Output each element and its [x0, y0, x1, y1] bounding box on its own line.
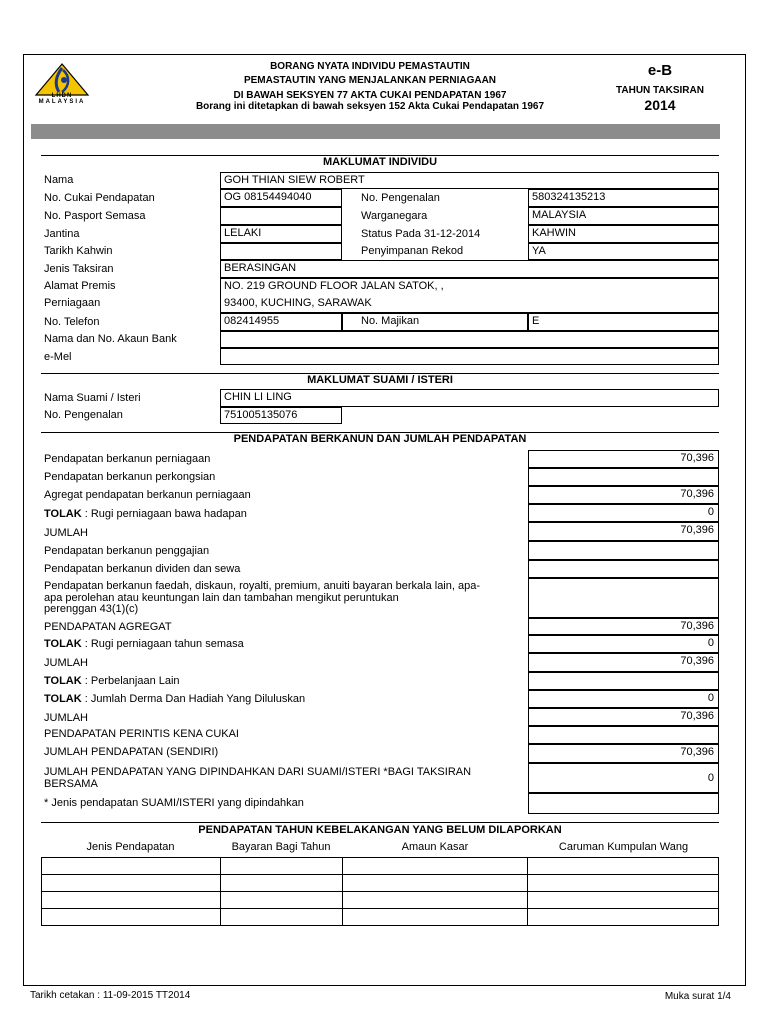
field-jenis-taksiran[interactable]: BERASINGAN [220, 260, 719, 278]
income-label-tolak [44, 675, 180, 688]
income-label: apa perolehan atau keuntungan lain dan tambahan mengikut peruntukan [44, 592, 399, 604]
label-status: Status Pada 31-12-2014 [361, 228, 481, 240]
form-code: e-B [647, 62, 673, 79]
table-cell[interactable] [342, 858, 528, 875]
label-penyimpanan-rekod: Penyimpanan Rekod [361, 245, 464, 257]
field-pengenalan-suami-isteri[interactable]: 751005135076 [220, 407, 342, 424]
tolak-label: TOLAK [44, 675, 82, 687]
table-cell[interactable] [528, 892, 719, 909]
income-label-tolak [44, 508, 247, 521]
income-value[interactable]: 70,396 [528, 653, 719, 672]
label-nama-suami-isteri: Nama Suami / Isteri [44, 392, 141, 404]
income-value[interactable] [528, 726, 719, 744]
label-akaun-bank: Nama dan No. Akaun Bank [44, 333, 177, 345]
column-header-bayaran: Bayaran Bagi Tahun [231, 841, 331, 853]
tolak-label: TOLAK [44, 638, 82, 650]
income-value[interactable]: 70,396 [528, 486, 719, 504]
income-label: JUMLAH PENDAPATAN YANG DIPINDAHKAN DARI SUAMI/ISTERI *BAGI TAKSIRAN [44, 766, 472, 778]
field-pasport[interactable] [220, 207, 342, 225]
income-label: JUMLAH PENDAPATAN (SENDIRI) [44, 746, 219, 758]
column-header-amaun: Amaun Kasar [401, 841, 469, 853]
field-jantina[interactable]: LELAKI [220, 225, 342, 243]
label-email: e-Mel [44, 351, 72, 363]
income-value[interactable]: 70,396 [528, 744, 719, 763]
label-jantina: Jantina [44, 228, 80, 240]
income-label: Pendapatan berkanun faedah, diskaun, royalti, premium, anuiti bayaran berkala lain, apa- [44, 580, 480, 592]
table-cell[interactable] [220, 909, 342, 926]
income-label: perenggan 43(1)(c) [44, 603, 139, 615]
table-cell[interactable] [42, 875, 221, 892]
income-label: BERSAMA [44, 778, 98, 790]
field-no-cukai[interactable]: OG 08154494040 [220, 189, 342, 207]
table-cell[interactable] [220, 892, 342, 909]
table-cell[interactable] [42, 909, 221, 926]
income-label: JUMLAH [44, 527, 89, 539]
section-title-income: PENDAPATAN BERKANUN DAN JUMLAH PENDAPATAN [233, 433, 527, 445]
table-cell[interactable] [220, 875, 342, 892]
year-label: TAHUN TAKSIRAN [616, 85, 704, 96]
income-value[interactable] [528, 793, 719, 814]
income-label: Pendapatan berkanun penggajian [44, 545, 210, 557]
label-warganegara: Warganegara [361, 210, 428, 222]
section-title-arrears: PENDAPATAN TAHUN KEBELAKANGAN YANG BELUM DILAPORKAN [198, 824, 562, 836]
income-value[interactable]: 70,396 [528, 522, 719, 541]
section-rule [41, 822, 719, 823]
income-value[interactable]: 0 [528, 504, 719, 522]
alamat-line-2: 93400, KUCHING, SARAWAK [224, 297, 372, 309]
income-label: JUMLAH [44, 657, 89, 669]
income-value[interactable]: 70,396 [528, 618, 719, 635]
income-label: * Jenis pendapatan SUAMI/ISTERI yang dipindahkan [44, 797, 304, 809]
field-penyimpanan-rekod[interactable]: YA [528, 243, 719, 260]
print-date: Tarikh cetakan : 11-09-2015 TT2014 [30, 990, 191, 1001]
income-value[interactable] [528, 578, 719, 618]
form-title-1: BORANG NYATA INDIVIDU PEMASTAUTIN [270, 61, 470, 72]
form-title-4: Borang ini ditetapkan di bawah seksyen 152 Akta Cukai Pendapatan 1967 [195, 101, 545, 112]
field-warganegara[interactable]: MALAYSIA [528, 207, 719, 225]
label-no-majikan: No. Majikan [342, 313, 528, 331]
income-label: Pendapatan berkanun perniagaan [44, 453, 211, 465]
lhdn-logo [32, 62, 92, 106]
field-alamat-premis[interactable] [220, 278, 719, 313]
income-label: Pendapatan berkanun dividen dan sewa [44, 563, 241, 575]
label-pengenalan-suami-isteri: No. Pengenalan [44, 409, 123, 421]
income-value[interactable] [528, 541, 719, 560]
income-label: Pendapatan berkanun perkongsian [44, 471, 216, 483]
income-label: PENDAPATAN AGREGAT [44, 621, 172, 633]
income-label: : Rugi perniagaan bawa hadapan [81, 508, 247, 520]
table-cell[interactable] [42, 892, 221, 909]
income-value[interactable]: 0 [528, 690, 719, 708]
table-cell[interactable] [528, 875, 719, 892]
table-row [42, 909, 719, 926]
lhdn-emblem-icon [32, 62, 92, 96]
label-nama: Nama [44, 174, 74, 186]
arrears-table [41, 857, 719, 926]
income-value[interactable]: 70,396 [528, 450, 719, 468]
income-value[interactable] [528, 672, 719, 690]
income-label: : Jumlah Derma Dan Hadiah Yang Diluluskan [81, 693, 306, 705]
field-nama-suami-isteri[interactable]: CHIN LI LING [220, 389, 719, 407]
field-nama[interactable]: GOH THIAN SIEW ROBERT [220, 172, 719, 189]
header-gray-bar [31, 124, 720, 139]
table-cell[interactable] [342, 909, 528, 926]
field-no-majikan[interactable]: E [528, 313, 719, 331]
logo-text-lhdn: LHDN [51, 93, 73, 99]
tolak-label: TOLAK [44, 693, 82, 705]
column-header-caruman: Caruman Kumpulan Wang [558, 841, 689, 853]
table-cell[interactable] [342, 892, 528, 909]
section-title-individual: MAKLUMAT INDIVIDU [322, 156, 438, 168]
income-label-tolak [44, 693, 305, 706]
label-tarikh-kahwin: Tarikh Kahwin [44, 245, 113, 257]
income-label-tolak [44, 638, 244, 651]
income-label: Agregat pendapatan berkanun perniagaan [44, 489, 251, 501]
table-row [42, 875, 719, 892]
income-value[interactable]: 0 [528, 635, 719, 653]
label-no-pengenalan: No. Pengenalan [361, 192, 440, 204]
label-no-cukai: No. Cukai Pendapatan [44, 192, 155, 204]
label-alamat-premis: Alamat Premis [44, 280, 116, 292]
alamat-line-1: NO. 219 GROUND FLOOR JALAN SATOK, , [224, 280, 444, 292]
income-label: : Rugi perniagaan tahun semasa [81, 638, 244, 650]
field-no-pengenalan[interactable]: 580324135213 [528, 189, 719, 207]
table-row [42, 892, 719, 909]
table-cell[interactable] [528, 858, 719, 875]
table-row [42, 858, 719, 875]
table-cell[interactable] [220, 858, 342, 875]
column-header-jenis: Jenis Pendapatan [86, 841, 175, 853]
income-value[interactable] [528, 560, 719, 578]
field-status[interactable]: KAHWIN [528, 225, 719, 243]
table-cell[interactable] [342, 875, 528, 892]
field-akaun-bank[interactable] [220, 331, 719, 348]
income-value[interactable]: 0 [528, 763, 719, 793]
assessment-year: 2014 [644, 97, 676, 113]
field-email[interactable] [220, 348, 719, 365]
income-label: : Perbelanjaan Lain [81, 675, 180, 687]
page-number: Muka surat 1/4 [664, 991, 731, 1002]
income-value[interactable] [528, 468, 719, 486]
income-label: JUMLAH [44, 712, 89, 724]
logo-text-malaysia: MALAYSIA [38, 99, 86, 105]
label-pasport: No. Pasport Semasa [44, 210, 146, 222]
income-label: PENDAPATAN PERINTIS KENA CUKAI [44, 728, 239, 740]
table-cell[interactable] [42, 858, 221, 875]
section-title-spouse: MAKLUMAT SUAMI / ISTERI [307, 374, 453, 386]
field-no-telefon[interactable]: 082414955 [220, 313, 342, 331]
label-perniagaan: Perniagaan [44, 297, 101, 309]
form-title-2: PEMASTAUTIN YANG MENJALANKAN PERNIAGAAN [243, 75, 497, 86]
income-value[interactable]: 70,396 [528, 708, 719, 726]
form-title-3: DI BAWAH SEKSYEN 77 AKTA CUKAI PENDAPATAN 1967 [233, 90, 507, 101]
field-tarikh-kahwin[interactable] [220, 243, 342, 260]
tolak-label: TOLAK [44, 508, 82, 520]
table-cell[interactable] [528, 909, 719, 926]
label-no-telefon: No. Telefon [44, 316, 100, 328]
label-jenis-taksiran: Jenis Taksiran [44, 263, 114, 275]
